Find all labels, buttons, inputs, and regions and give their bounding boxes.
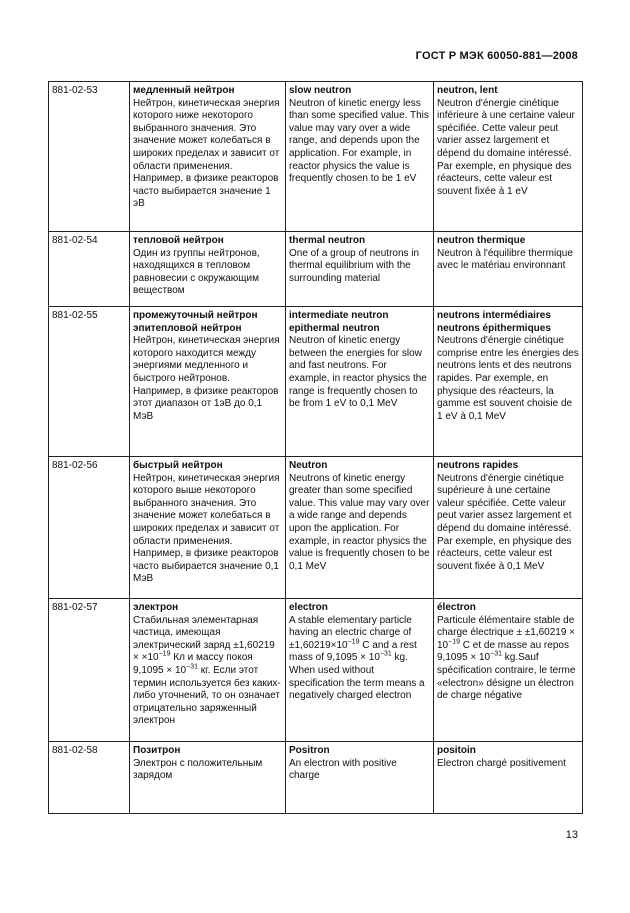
term-en: intermediate neutron epithermal neutron — [289, 310, 389, 334]
russian-entry — [130, 599, 286, 742]
term-ru: тепловой нейтрон — [133, 235, 224, 246]
standard-designation: ГОСТ Р МЭК 60050-881—2008 — [415, 50, 578, 62]
term-en: Positron — [289, 745, 330, 756]
exponent: −31 — [490, 651, 502, 659]
term-ru: медленный нейтрон — [133, 85, 235, 96]
french-entry — [434, 232, 583, 307]
russian-entry — [130, 307, 286, 457]
entry-number: 881-02-55 — [49, 307, 130, 457]
exponent: −31 — [379, 651, 392, 659]
definition-fr: Neutrons d'énergie cinétique supérieure à une certaine valeur spécifiée. Cette valeur peut varier assez largement et dépend du domaine intéressé. Par exemple, en physique des réacteurs, cette valeur est souvent fixée à 0,1 MeV — [437, 472, 572, 572]
definition-ru: Нейтрон, кинетическая энергия которого выше некоторого выбранного значения. Это значение может колебаться в широких пределах и зависит от области применения. Например, в физике реакторов часто выбирается значение 0,1 МэВ — [133, 472, 280, 585]
english-entry — [286, 457, 434, 599]
term-fr: électron — [437, 602, 476, 613]
term-fr: neutrons intermédiaires neutrons épithermiques — [437, 310, 551, 334]
exponent: −19 — [158, 651, 171, 659]
definition-fr: Neutron à l'équilibre thermique avec le matériau environnant — [437, 247, 573, 272]
definition-ru: Нейтрон, кинетическая энергия которого ниже некоторого выбранного значения. Это значение может колебаться в широких пределах и зависит от области применения. Например, в физике реакторов часто выбирается значение 1 эВ — [133, 97, 280, 210]
russian-entry — [130, 232, 286, 307]
russian-entry — [130, 457, 286, 599]
definition-text: C and a rest mass of 9,1095 × 10 — [289, 639, 417, 664]
definition-fr: Electron chargé positivement — [437, 757, 566, 769]
definition-en: Neutrons of kinetic energy greater than some specified value. This value may vary over a wide range and depends upon the application. For example, in reactor physics the value is frequently chosen to be 0,1 MeV — [289, 472, 430, 572]
definition-text: A stable elementary particle having an electric charge of ±1,60219×10 — [289, 614, 412, 651]
french-entry — [434, 457, 583, 599]
definition-ru — [133, 615, 282, 728]
english-entry — [286, 232, 434, 307]
russian-entry — [130, 742, 286, 814]
table-row — [49, 457, 583, 599]
definition-ru: Нейтрон, кинетическая энергия которого находится между энергиями медленного и быстрого нейтронов. Например, в физике реакторов этот диапазон от 1эВ до 0,1 МэВ — [133, 335, 280, 422]
term-en: thermal neutron — [289, 235, 366, 246]
term-en: electron — [289, 602, 328, 613]
definition-text: кг. Если этот термин используется без каких-либо уточнений, то он означает отрицательно заряженный электрон — [133, 664, 281, 727]
english-entry — [286, 742, 434, 814]
term-ru: промежуточный нейтрон эпитепловой нейтрон — [133, 310, 258, 334]
exponent: −19 — [448, 638, 460, 646]
page-number: 13 — [565, 829, 578, 841]
term-fr: neutrons rapides — [437, 460, 519, 471]
definition-fr: Neutrons d'énergie cinétique comprise entre les énergies des neutrons lents et des neutrons rapides. Par exemple, en physique des réacteurs, la gamme est souvent choisie de 1 eV à 0,1 MeV — [437, 335, 579, 422]
term-ru: Позитрон — [133, 745, 181, 756]
term-en: slow neutron — [289, 85, 352, 96]
table-row — [49, 599, 583, 742]
definition-text: kg. When used without specification the term means a negatively charged electron — [289, 652, 425, 702]
definition-en: Neutron of kinetic energy between the energies for slow and fast neutrons. For example, in reactor physics the range is frequently chosen to be from 1 eV to 0,1 MeV — [289, 335, 427, 410]
french-entry — [434, 82, 583, 232]
entry-number: 881-02-53 — [49, 82, 130, 232]
table-row — [49, 232, 583, 307]
entry-number: 881-02-58 — [49, 742, 130, 814]
table-row — [49, 82, 583, 232]
entry-number: 881-02-54 — [49, 232, 130, 307]
definition-text: Particule élémentaire stable de charge électrique ± ±1,60219 × 10 — [437, 614, 576, 651]
definition-ru: Один из группы нейтронов, находящихся в тепловом равновесии с окружающим веществом — [133, 247, 260, 297]
table-row — [49, 307, 583, 457]
russian-entry — [130, 82, 286, 232]
definition-en: An electron with positive charge — [289, 757, 397, 782]
definition-ru: Электрон с положительным зарядом — [133, 757, 263, 782]
definition-text: C et de masse au repos 9,1095 × 10 — [437, 639, 569, 664]
english-entry — [286, 82, 434, 232]
french-entry — [434, 599, 583, 742]
french-entry — [434, 742, 583, 814]
definition-fr: Neutron d'énergie cinétique inférieure à une certaine valeur spécifiée. Cette valeur peut varier assez largement et dépend du domaine intéressé. Par exemple, en physique des réacteurs, cette valeur est souvent fixée à 1 eV — [437, 97, 575, 197]
term-fr: neutron thermique — [437, 235, 526, 246]
exponent: −19 — [347, 638, 360, 646]
definition-en — [289, 615, 430, 703]
term-fr: positoin — [437, 745, 476, 756]
definition-en: Neutron of kinetic energy less than some specified value. This value may vary over a wide range, and depends upon the application. For example, in reactor physics the value is frequently chosen to be 1 eV — [289, 97, 429, 185]
english-entry — [286, 599, 434, 742]
definition-text: Кл и массу покоя 9,1095 × 10 — [133, 652, 253, 676]
definition-fr — [437, 615, 579, 703]
french-entry — [434, 307, 583, 457]
english-entry — [286, 307, 434, 457]
definition-text: kg.Sauf spécification contraire, le terme «electron» désigne un électron de charge négative — [437, 652, 576, 702]
term-fr: neutron, lent — [437, 85, 498, 96]
definition-text: Стабильная элементарная частица, имеющая электрический заряд ±1,60219 × ×10 — [133, 614, 275, 664]
term-en: Neutron — [289, 460, 328, 471]
terminology-table — [48, 81, 583, 814]
exponent: −31 — [186, 663, 198, 671]
term-ru: электрон — [133, 602, 179, 613]
term-ru: быстрый нейтрон — [133, 460, 223, 471]
definition-en: One of a group of neutrons in thermal equilibrium with the surrounding material — [289, 247, 420, 284]
entry-number: 881-02-56 — [49, 457, 130, 599]
entry-number: 881-02-57 — [49, 599, 130, 742]
table-row — [49, 742, 583, 814]
